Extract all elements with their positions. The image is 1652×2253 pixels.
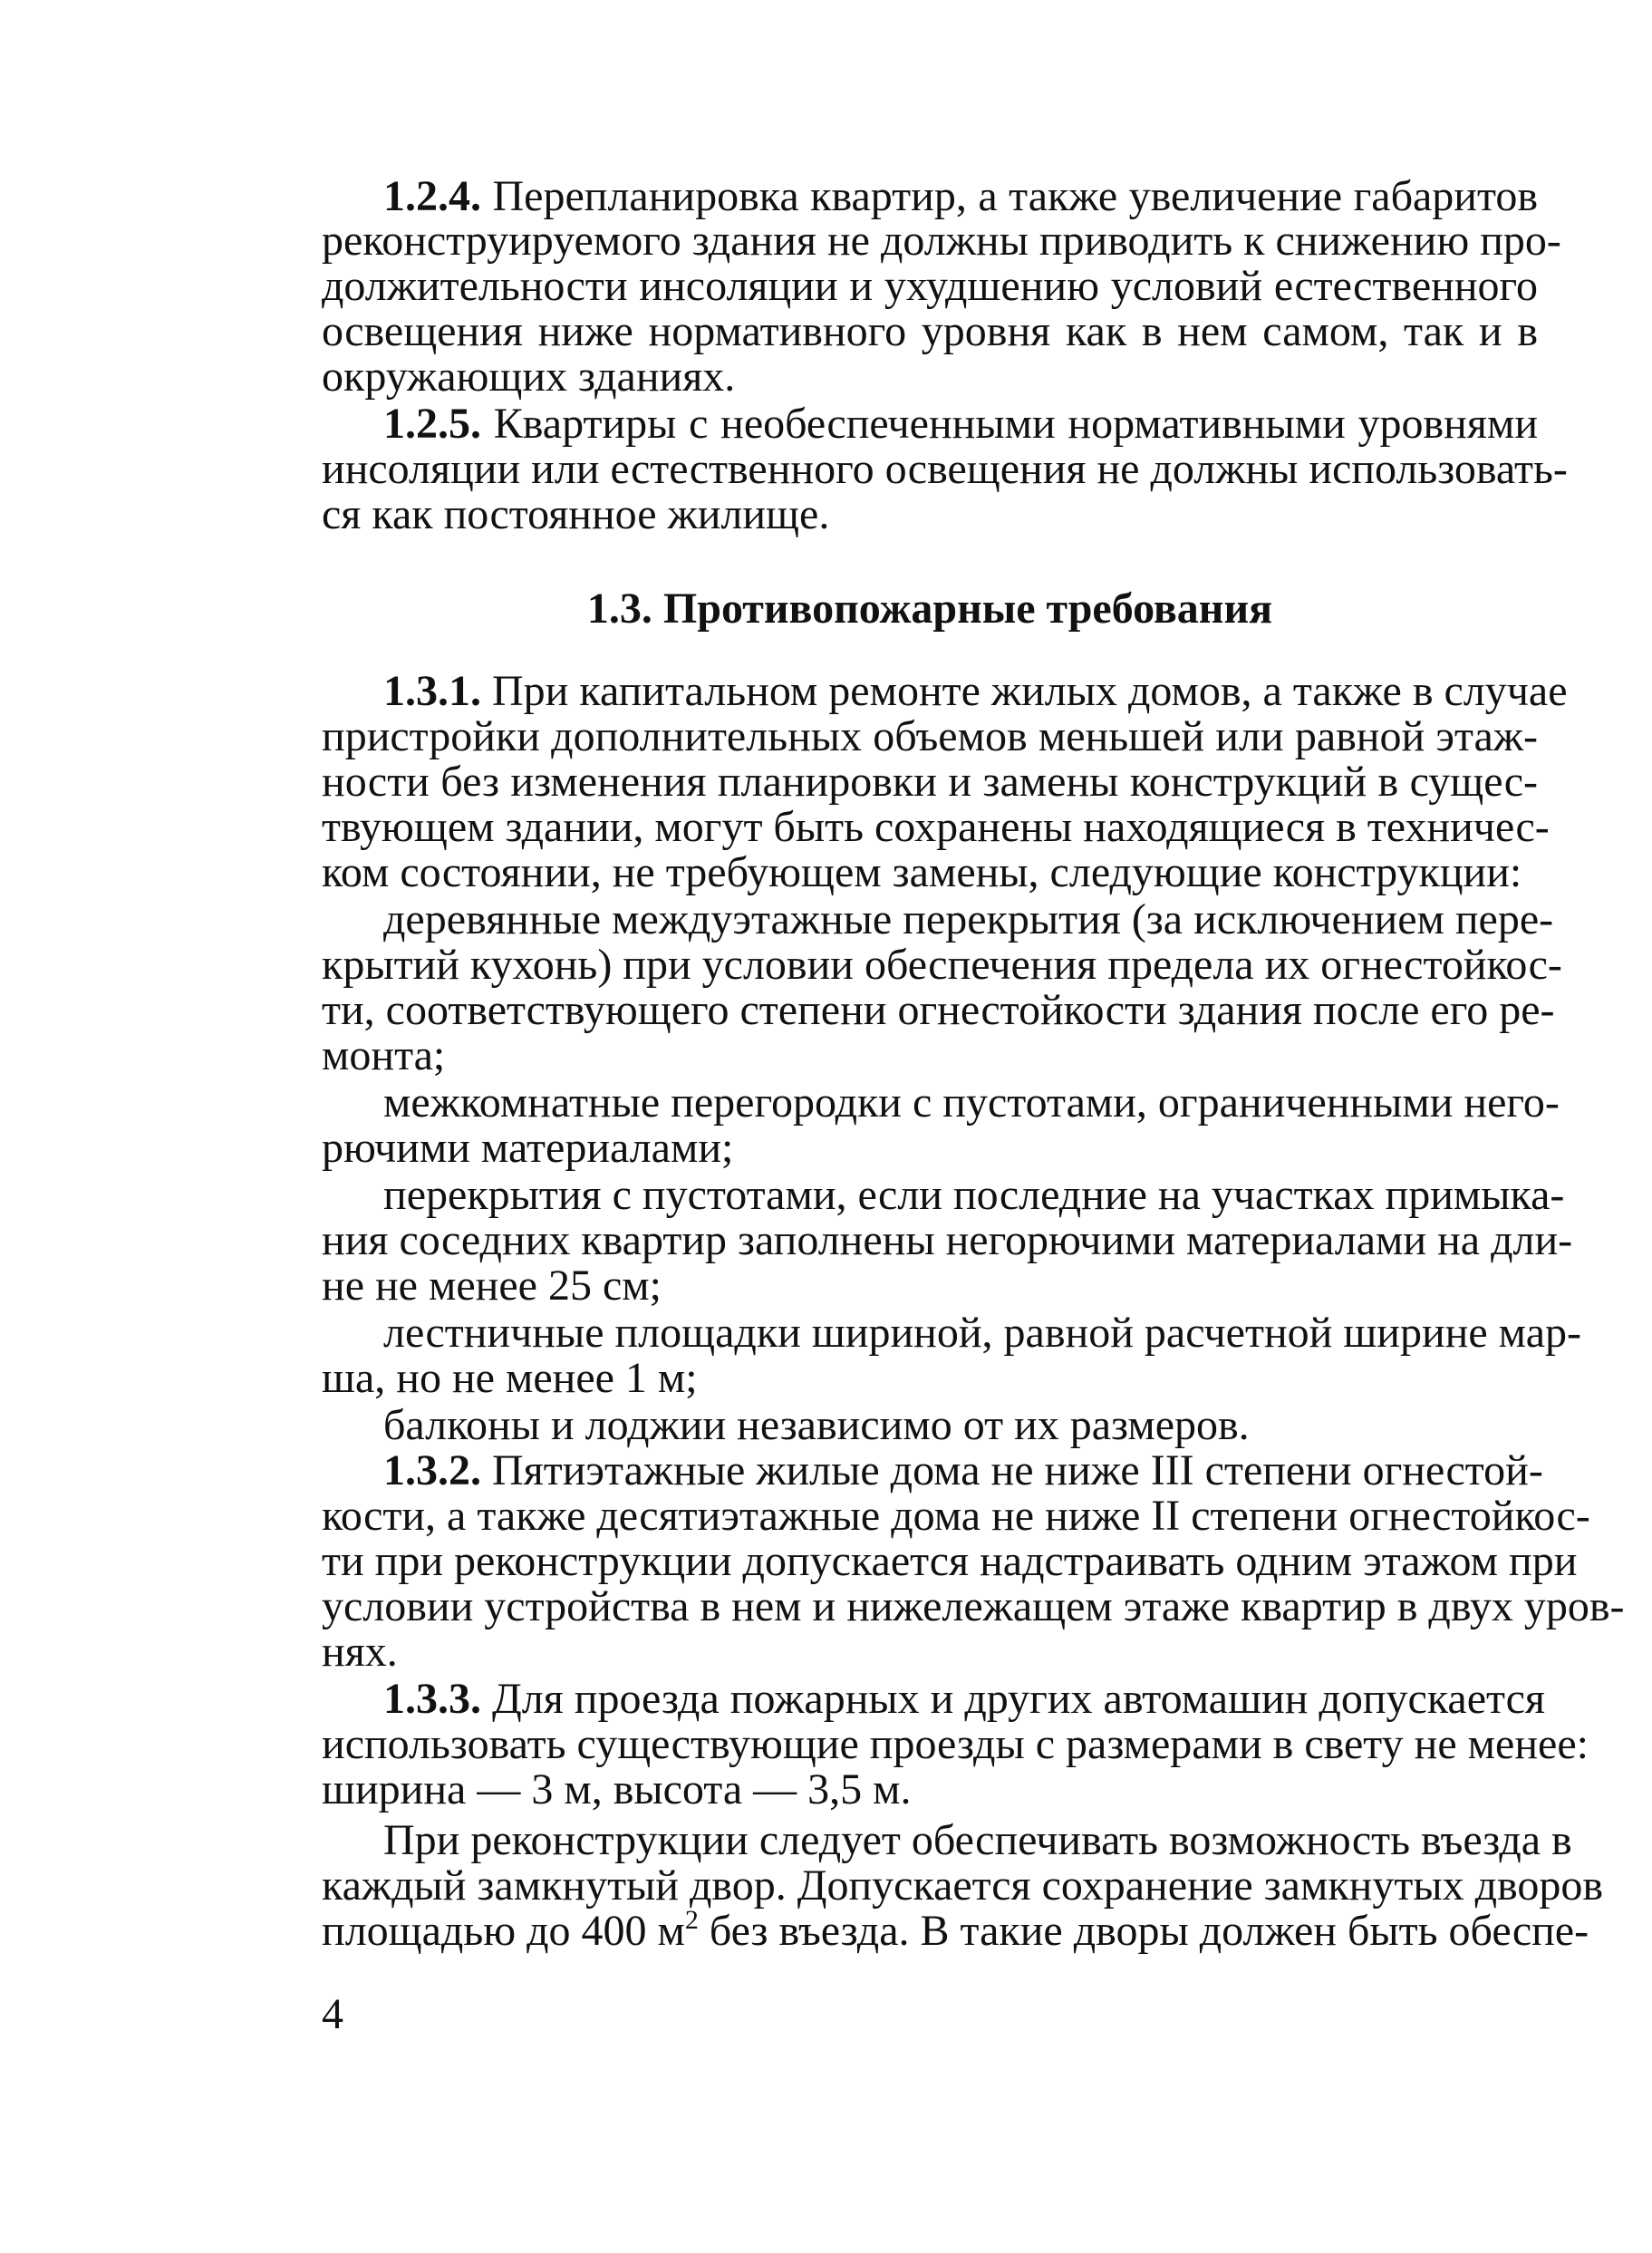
section-heading-1-3: 1.3. Противопожарные требования — [586, 585, 1273, 633]
paragraph-1-3-2-line-1: 1.3.2. Пятиэтажные жилые дома не ниже III степени огнестой- — [383, 1446, 1543, 1494]
section-number-1-2-4: 1.2.4. — [383, 172, 481, 220]
paragraph-1-3-3-line-2: использовать существующие проезды с размерами в свету не менее: — [322, 1720, 1589, 1768]
section-number-1-3-2: 1.3.2. — [383, 1446, 481, 1494]
list-item-3-line-2: ния соседних квартир заполнены негорючими материалами на дли- — [322, 1216, 1573, 1264]
paragraph-1-3-1-line-2: пристройки дополнительных объемов меньшей или равной этаж- — [322, 712, 1538, 760]
paragraph-1-2-4-line-4: освещения ниже нормативного уровня как в нем самом, так и в — [322, 307, 1538, 355]
paragraph-final-line-2: каждый замкнутый двор. Допускается сохранение замкнутых дворов — [322, 1861, 1604, 1910]
paragraph-1-2-4-line-3: должительности инсоляции и ухудшению условий естественного — [322, 262, 1538, 310]
paragraph-1-3-3-line-3: ширина — 3 м, высота — 3,5 м. — [322, 1765, 912, 1813]
paragraph-1-3-3-line-1: 1.3.3. Для проезда пожарных и других автомашин допускается — [383, 1675, 1545, 1723]
paragraph-1-3-2-line-3: ти при реконструкции допускается надстраивать одним этажом при — [322, 1537, 1578, 1585]
section-number-1-3-1: 1.3.1. — [383, 667, 481, 715]
page-number: 4 — [322, 1990, 343, 2038]
list-item-3-line-1: перекрытия с пустотами, если последние на участках примыка- — [383, 1171, 1565, 1219]
section-number-1-2-5: 1.2.5. — [383, 400, 481, 448]
list-item-1-line-2: крытий кухонь) при условии обеспечения предела их огнестойкос- — [322, 941, 1562, 989]
paragraph-1-3-2-line-4: условии устройства в нем и нижележащем этаже квартир в двух уров- — [322, 1582, 1625, 1630]
paragraph-1-3-2-line-2: кости, а также десятиэтажные дома не ниже II степени огнестойкос- — [322, 1492, 1590, 1540]
paragraph-1-2-5-line-1: 1.2.5. Квартиры с необеспеченными нормативными уровнями — [383, 400, 1539, 448]
paragraph-1-3-2-line-5: нях. — [322, 1628, 398, 1676]
paragraph-1-3-1-line-1: 1.3.1. При капитальном ремонте жилых домов, а также в случае — [383, 667, 1568, 715]
paragraph-1-2-5-line-3: ся как постоянное жилище. — [322, 490, 830, 538]
list-item-1-line-4: монта; — [322, 1031, 446, 1079]
paragraph-final-line-3: площадью до 400 $м^2$ без въезда. В такие дворы должен быть обеспе- — [322, 1905, 1589, 1955]
list-item-5-line-1: балконы и лоджии независимо от их размеров. — [383, 1401, 1250, 1449]
paragraph-1-2-4-line-5: окружающих зданиях. — [322, 353, 736, 401]
paragraph-1-3-1-line-5: ком состоянии, не требующем замены, следующие конструкции: — [322, 848, 1522, 896]
list-item-4-line-2: ша, но не менее 1 м; — [322, 1354, 698, 1402]
paragraph-1-2-4-line-1: 1.2.4. Перепланировка квартир, а также увеличение габаритов — [383, 172, 1538, 220]
list-item-4-line-1: лестничные площадки шириной, равной расчетной ширине мар- — [383, 1309, 1581, 1357]
paragraph-1-2-5-line-2: инсоляции или естественного освещения не должны использовать- — [322, 445, 1568, 493]
paragraph-1-2-4-line-2: реконструируемого здания не должны приводить к снижению про- — [322, 217, 1561, 265]
paragraph-final-line-1: При реконструкции следует обеспечивать возможность въезда в — [383, 1816, 1572, 1864]
section-number-1-3-3: 1.3.3. — [383, 1675, 481, 1723]
list-item-2-line-2: рючими материалами; — [322, 1124, 734, 1172]
list-item-2-line-1: межкомнатные перегородки с пустотами, ограниченными него- — [383, 1078, 1560, 1126]
superscript-2: 2 — [684, 1905, 699, 1935]
list-item-1-line-3: ти, соответствующего степени огнестойкости здания после его ре- — [322, 986, 1555, 1034]
paragraph-1-3-1-line-4: твующем здании, могут быть сохранены находящиеся в техничес- — [322, 803, 1550, 851]
list-item-1-line-1: деревянные междуэтажные перекрытия (за исключением пере- — [383, 895, 1554, 943]
list-item-3-line-3: не не менее 25 см; — [322, 1262, 662, 1310]
paragraph-1-3-1-line-3: ности без изменения планировки и замены конструкций в сущес- — [322, 758, 1538, 806]
